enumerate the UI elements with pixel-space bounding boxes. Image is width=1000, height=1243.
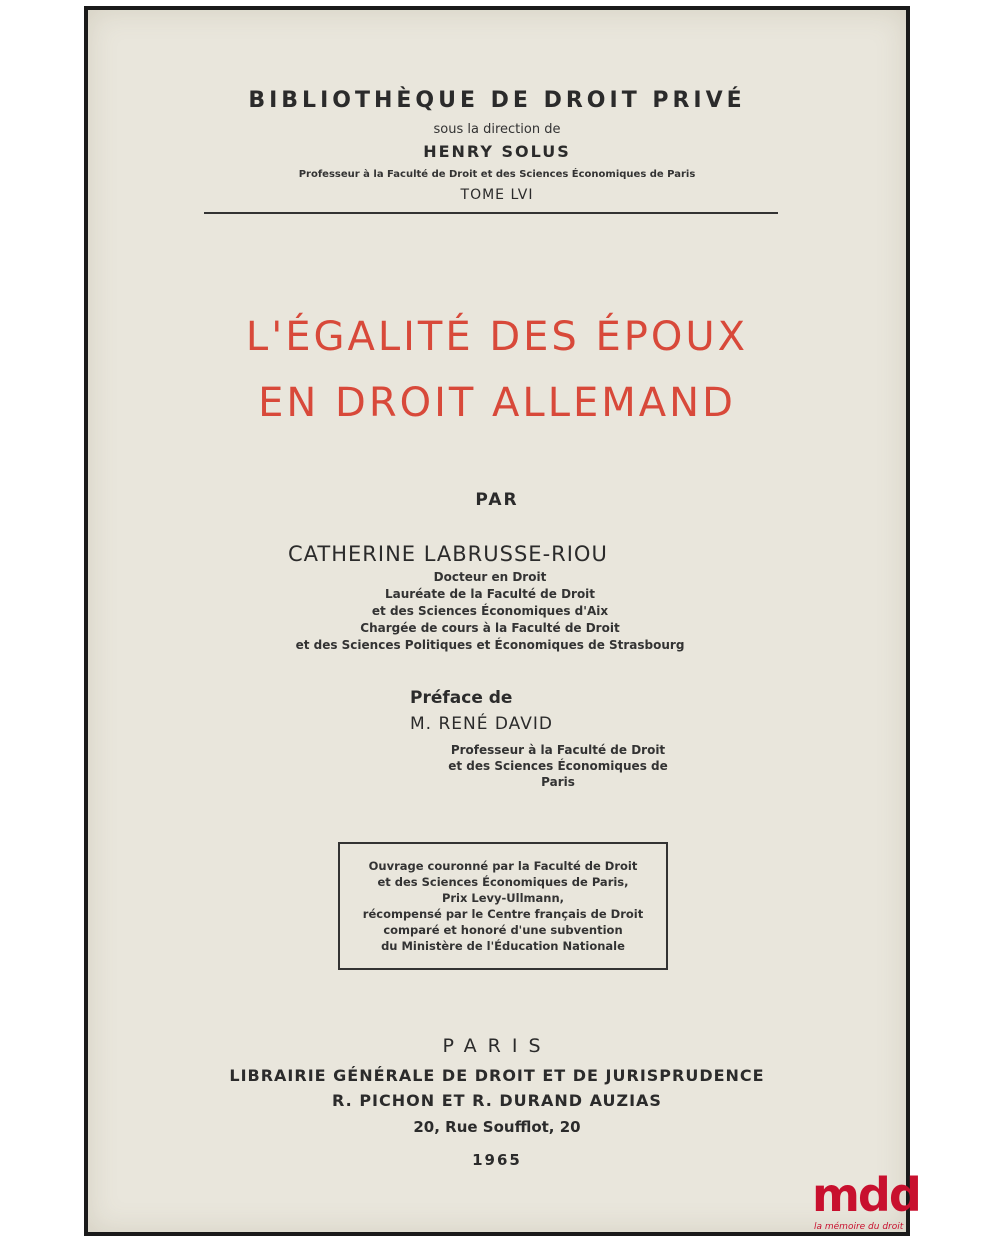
author-credential-line: Lauréate de la Faculté de Droit — [384, 587, 596, 601]
preface-label: Préface de — [410, 688, 513, 708]
preface-credential-line: et des Sciences Économiques de Paris — [448, 759, 668, 789]
publisher-imprint: R. PICHON ET R. DURAND AUZIAS — [332, 1091, 662, 1110]
tome-number: TOME LVI — [460, 187, 534, 203]
by-label: PAR — [475, 490, 519, 510]
book-title-line-1: L'ÉGALITÉ DES ÉPOUX — [245, 314, 749, 360]
award-line: récompensé par le Centre français de Droit — [362, 907, 644, 921]
preface-author: M. RENÉ DAVID — [410, 714, 553, 734]
award-line: comparé et honoré d'une subvention — [383, 923, 623, 937]
series-director-title: Professeur à la Faculté de Droit et des Sciences Économiques de Paris — [298, 169, 696, 180]
mdd-logo — [812, 1168, 920, 1238]
book-cover — [84, 6, 910, 1236]
author-credential-line: et des Sciences Économiques d'Aix — [371, 604, 609, 618]
logo-tagline: la mémoire du droit — [814, 1222, 904, 1232]
publication-year: 1965 — [472, 1151, 522, 1169]
author-credential-line: Docteur en Droit — [433, 570, 547, 584]
preface-block — [410, 688, 678, 790]
publisher-city: PARIS — [442, 1035, 552, 1057]
author-block — [288, 542, 690, 654]
author-name: CATHERINE LABRUSSE-RIOU — [288, 542, 608, 566]
award-line: Ouvrage couronné par la Faculté de Droit — [368, 859, 638, 873]
series-title: BIBLIOTHÈQUE DE DROIT PRIVÉ — [248, 88, 746, 113]
publisher-name: LIBRAIRIE GÉNÉRALE DE DROIT ET DE JURISPRUDENCE — [229, 1066, 765, 1085]
award-line: du Ministère de l'Éducation Nationale — [381, 939, 625, 953]
book-title-line-2: EN DROIT ALLEMAND — [258, 380, 736, 426]
author-credential-line: et des Sciences Politiques et Économiques de Strasbourg — [295, 638, 685, 652]
publisher-address: 20, Rue Soufflot, 20 — [413, 1118, 581, 1136]
author-credential-line: Chargée de cours à la Faculté de Droit — [360, 621, 620, 635]
award-line: Prix Levy-Ullmann, — [441, 891, 565, 905]
logo-mark: mdd — [812, 1168, 920, 1222]
award-line: et des Sciences Économiques de Paris, — [377, 875, 629, 889]
award-box — [338, 842, 668, 970]
author-credentials — [290, 569, 690, 654]
preface-credential-line: Professeur à la Faculté de Droit — [450, 743, 666, 757]
series-director: HENRY SOLUS — [423, 142, 571, 161]
header-divider — [204, 212, 778, 214]
preface-credentials — [438, 742, 678, 790]
series-direction-label: sous la direction de — [433, 122, 561, 137]
